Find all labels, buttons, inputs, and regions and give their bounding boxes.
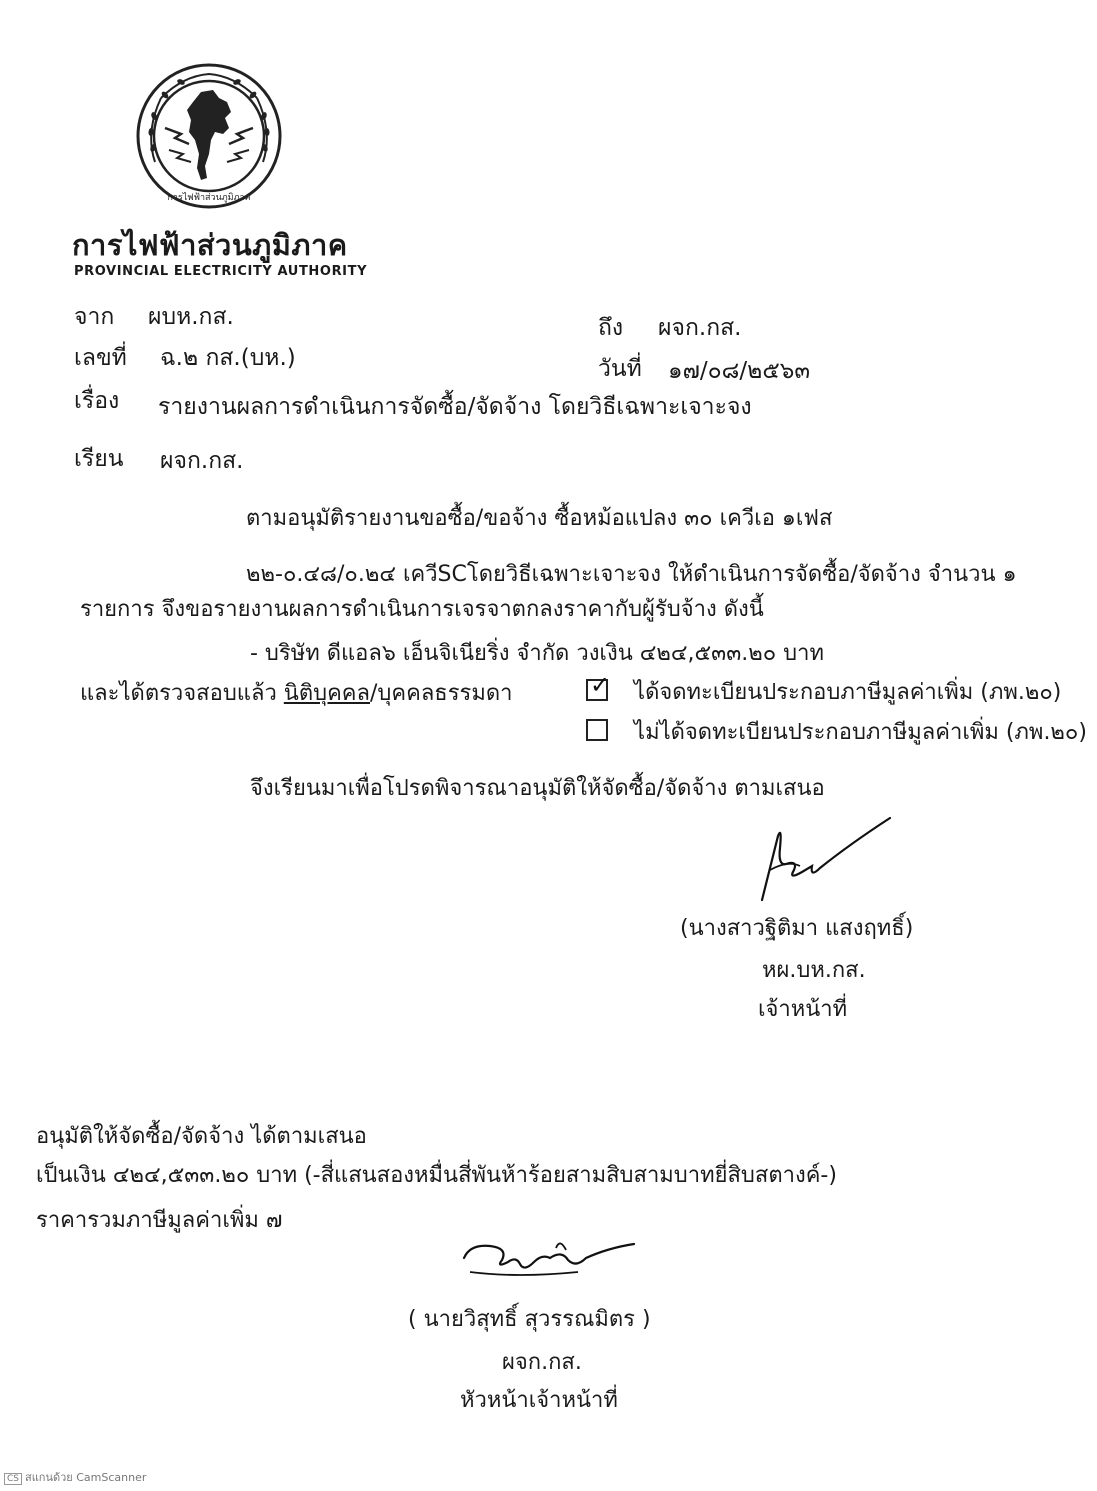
vat-registered-checkbox[interactable] (586, 671, 611, 701)
body-line-3: รายการ จึงขอรายงานผลการดำเนินการเจรจาตกลงราคากับผู้รับจ้าง ดังนี้ (80, 597, 764, 622)
signature-2-image (458, 1228, 638, 1288)
camscanner-badge-icon: CS (4, 1473, 22, 1485)
signer-2-position: ผจก.กส. (502, 1350, 582, 1375)
camscanner-text: สแกนด้วย CamScanner (25, 1471, 147, 1484)
camscanner-watermark (4, 1468, 146, 1486)
date-value: ๑๗/๐๘/๒๕๖๓ (668, 358, 811, 384)
dear-value: ผจก.กส. (160, 448, 244, 474)
vat-not-registered-checkbox[interactable] (586, 719, 608, 741)
signer-2-name: ( นายวิสุทธิ์ สุวรรณมิตร ) (408, 1307, 651, 1332)
vendor-line: - บริษัท ดีแอล๖ เอ็นจิเนียริ่ง จำกัด วงเงิน ๔๒๔,๕๓๓.๒๐ บาท (250, 641, 824, 666)
number-value: ฉ.๒ กส.(บห.) (160, 345, 296, 371)
signature-1-image (740, 808, 900, 908)
subject-label: เรื่อง (74, 388, 120, 414)
checkmark-icon: ✓ (590, 671, 611, 699)
pea-seal-logo (135, 62, 283, 210)
signer-2-role: หัวหน้าเจ้าหน้าที่ (460, 1388, 618, 1413)
signer-1-name: (นางสาวฐิติมา แสงฤทธิ์) (680, 916, 914, 941)
to-value: ผจก.กส. (658, 315, 742, 341)
juristic-person-underlined: นิติบุคคล (283, 681, 371, 706)
subject-value: รายงานผลการดำเนินการจัดซื้อ/จัดจ้าง โดยวิธีเฉพาะเจาะจง (158, 394, 752, 420)
check-prefix: และได้ตรวจสอบแล้ว (80, 681, 277, 706)
approval-line-3: ราคารวมภาษีมูลค่าเพิ่ม ๗ (36, 1208, 283, 1233)
org-name-thai: การไฟฟ้าส่วนภูมิภาค (72, 228, 348, 262)
date-label: วันที่ (598, 356, 642, 382)
signer-1-role: เจ้าหน้าที่ (758, 997, 848, 1022)
vat-not-registered-label: ไม่ได้จดทะเบียนประกอบภาษีมูลค่าเพิ่ม (ภพ.๒๐) (634, 720, 1087, 745)
approval-line-2: เป็นเงิน ๔๒๔,๕๓๓.๒๐ บาท (-สี่แสนสองหมื่นสี่พันห้าร้อยสามสิบสามบาทยี่สิบสตางค์-) (36, 1163, 837, 1188)
number-label: เลขที่ (74, 345, 127, 371)
natural-person: /บุคคลธรรมดา (370, 681, 513, 706)
check-line (80, 680, 513, 708)
body-line-1: ตามอนุมัติรายงานขอซื้อ/ขอจ้าง ซื้อหม้อแปลง ๓๐ เควีเอ ๑เฟส (246, 506, 833, 531)
approval-line-1: อนุมัติให้จัดซื้อ/จัดจ้าง ได้ตามเสนอ (36, 1124, 367, 1149)
from-value: ผบห.กส. (148, 304, 234, 330)
seal-caption: การไฟฟ้าส่วนภูมิภาค (167, 193, 251, 203)
dear-label: เรียน (74, 446, 124, 472)
signer-1-position: หผ.บห.กส. (762, 958, 866, 983)
body-line-2: ๒๒-๐.๔๘/๐.๒๔ เควีSCโดยวิธีเฉพาะเจาะจง ให้ดำเนินการจัดซื้อ/จัดจ้าง จำนวน ๑ (246, 562, 1017, 587)
closing-line: จึงเรียนมาเพื่อโปรดพิจารณาอนุมัติให้จัดซื้อ/จัดจ้าง ตามเสนอ (250, 776, 825, 801)
from-label: จาก (74, 304, 115, 330)
vat-registered-label: ได้จดทะเบียนประกอบภาษีมูลค่าเพิ่ม (ภพ.๒๐) (634, 680, 1062, 705)
org-name-english: PROVINCIAL ELECTRICITY AUTHORITY (74, 264, 368, 279)
to-label: ถึง (598, 315, 624, 341)
